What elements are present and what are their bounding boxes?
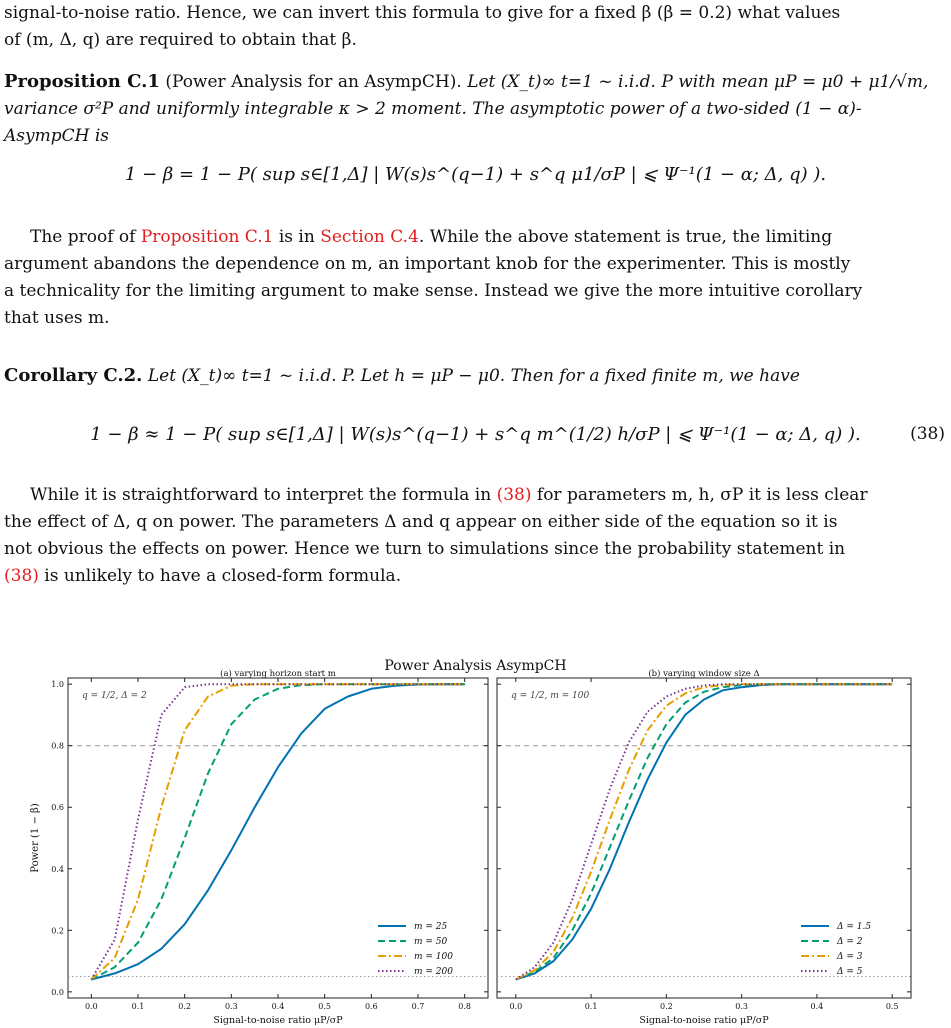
panel-b-varying-window: [497, 668, 911, 1026]
link-eq-38-second[interactable]: (38): [4, 566, 39, 586]
corollary-c2: [4, 362, 947, 390]
figure-title: Power Analysis AsympCH: [384, 658, 567, 674]
x-tick-label: 0.5: [885, 1002, 899, 1011]
intro-line-1: signal-to-noise ratio. Hence, we can invert this formula to give for a fixed β (β = 0.2) what values: [4, 3, 841, 23]
legend-label: Δ = 3: [837, 952, 863, 962]
corollary-body: Let (X_t)∞ t=1 ~ i.i.d. P. Let h = μP − μ0. Then for a fixed finite m, we have: [147, 366, 800, 386]
paragraph-interpretation: [4, 482, 947, 590]
proposition-heading: Proposition C.1: [4, 71, 160, 92]
y-tick-label: 0.8: [51, 741, 64, 751]
interp-line-2: the effect of Δ, q on power. The parameters Δ and q appear on either side of the equation so it is: [4, 512, 838, 532]
proposition-line-2: variance σ²P and uniformly integrable κ > 2 moment. The asymptotic power of a two-sided (1 − α)-: [4, 99, 862, 119]
x-axis-label: Signal-to-noise ratio μP/σP: [639, 1015, 769, 1026]
paragraph-intro: [4, 0, 947, 54]
series-line-1: [516, 684, 892, 979]
series-line-1: [91, 684, 464, 979]
equation-38-body: 1 − β ≈ 1 − P( sup s∈[1,Δ] | W(s)s^(q−1) + s^q m^(1/2) h/σP | ⩽ Ψ⁻¹(1 − α; Δ, q) ).: [90, 424, 861, 445]
interp-line-4: is unlikely to have a closed-form formula.: [38, 566, 402, 586]
equation-power: 1 − β = 1 − P( sup s∈[1,Δ] | W(s)s^(q−1) + s^q μ1/σP | ⩽ Ψ⁻¹(1 − α; Δ, q) ).: [124, 164, 827, 185]
plot-frame: [497, 678, 911, 998]
proposition-line-1: Let (X_t)∞ t=1 ~ i.i.d. P with mean μP = μ0 + μ1/√m,: [467, 72, 929, 92]
x-tick-label: 0.7: [411, 1002, 425, 1011]
legend-label: Δ = 5: [837, 967, 863, 977]
panel-a-varying-horizon: [30, 668, 488, 1026]
series-line-2: [516, 684, 892, 979]
proposition-line-3: AsympCH is: [4, 126, 110, 146]
equation-number: (38): [910, 424, 945, 444]
x-tick-label: 0.3: [224, 1002, 238, 1011]
panel-title: (b) varying window size Δ: [648, 669, 760, 679]
series-line-4: [91, 684, 464, 979]
panel-annotation: q = 1/2, m = 100: [511, 691, 590, 701]
proof-text-c: . While the above statement is true, the limiting: [418, 227, 833, 247]
x-tick-label: 0.8: [458, 1002, 472, 1011]
x-tick-label: 0.2: [659, 1002, 673, 1011]
interp-text-a: While it is straightforward to interpret the formula in: [30, 485, 497, 505]
intro-line-2: of (m, Δ, q) are required to obtain that β.: [4, 30, 357, 50]
legend-label: m = 100: [414, 952, 453, 962]
legend-label: m = 50: [414, 937, 448, 947]
interp-text-b: for parameters m, h, σP it is less clear: [531, 485, 868, 505]
legend-label: m = 200: [414, 967, 453, 977]
proposition-name: (Power Analysis for an AsympCH).: [165, 72, 462, 92]
x-tick-label: 0.1: [131, 1002, 145, 1011]
x-tick-label: 0.1: [584, 1002, 598, 1011]
panel-title: (a) varying horizon start m: [220, 669, 336, 679]
series-line-3: [516, 684, 892, 979]
y-tick-label: 0.4: [51, 864, 64, 874]
x-tick-label: 0.0: [509, 1002, 523, 1011]
y-tick-label: 0.0: [51, 987, 64, 997]
series-line-3: [91, 684, 464, 979]
proof-text-a: The proof of: [30, 227, 141, 247]
panel-annotation: q = 1/2, Δ = 2: [82, 691, 147, 701]
interp-line-3: not obvious the effects on power. Hence we turn to simulations since the probability statement in: [4, 539, 846, 559]
x-axis-label: Signal-to-noise ratio μP/σP: [213, 1015, 343, 1026]
corollary-heading: Corollary C.2.: [4, 365, 143, 386]
x-tick-label: 0.3: [735, 1002, 749, 1011]
x-tick-label: 0.4: [271, 1002, 285, 1011]
proof-line-2: argument abandons the dependence on m, an important knob for the experimenter. This is mostly: [4, 254, 851, 274]
x-tick-label: 0.6: [364, 1002, 378, 1011]
link-proposition-c1[interactable]: Proposition C.1: [140, 227, 274, 247]
proof-line-3: a technicality for the limiting argument to make sense. Instead we give the more intuitive corollary: [4, 281, 863, 301]
link-section-c4[interactable]: Section C.4: [320, 227, 419, 247]
series-line-4: [516, 684, 892, 979]
proof-text-b: is in: [273, 227, 321, 247]
x-tick-label: 0.5: [318, 1002, 332, 1011]
x-tick-label: 0.0: [84, 1002, 98, 1011]
y-tick-label: 0.2: [51, 926, 64, 936]
y-tick-label: 0.6: [51, 803, 64, 813]
legend-label: Δ = 1.5: [837, 922, 872, 932]
x-tick-label: 0.4: [810, 1002, 824, 1011]
y-axis-label: Power (1 − β): [30, 803, 41, 873]
link-eq-38[interactable]: (38): [496, 485, 532, 505]
paragraph-proof: [4, 224, 947, 332]
proof-line-4: that uses m.: [4, 308, 110, 328]
power-analysis-figure: [0, 668, 951, 1028]
x-tick-label: 0.2: [178, 1002, 192, 1011]
y-tick-label: 1.0: [51, 680, 64, 690]
equation-38: [0, 424, 951, 445]
legend-label: m = 25: [414, 922, 448, 932]
series-line-2: [91, 684, 464, 979]
legend-label: Δ = 2: [837, 937, 863, 947]
proposition-c1: [4, 68, 947, 150]
